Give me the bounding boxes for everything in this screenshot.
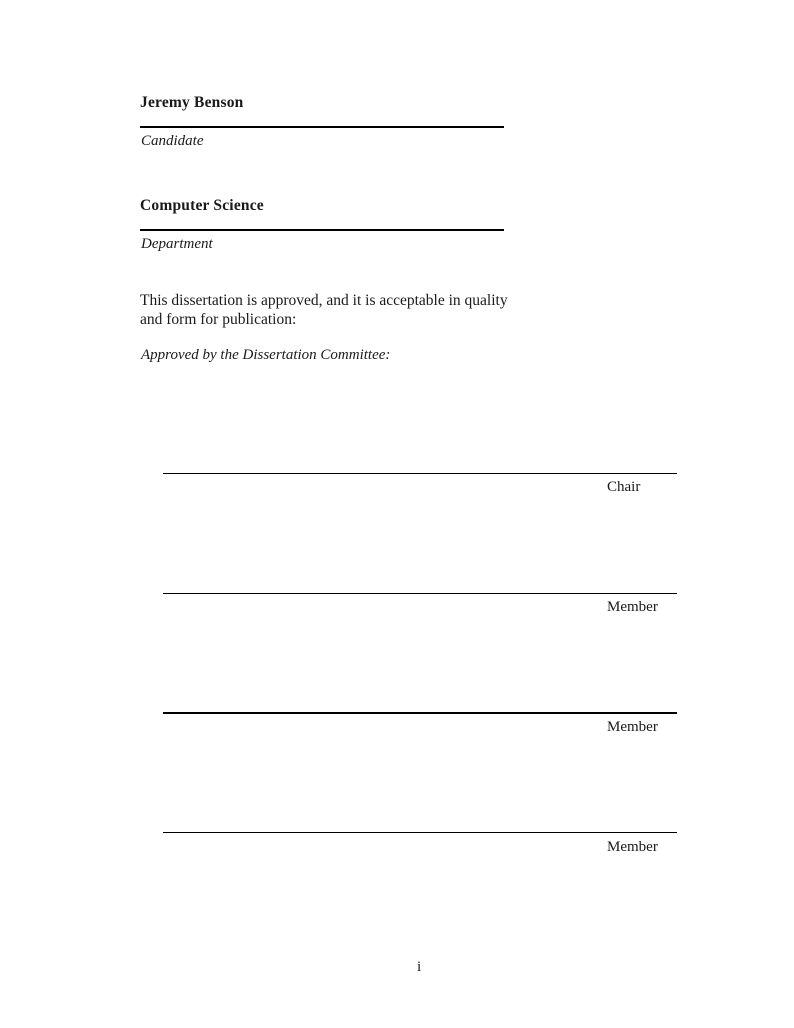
approval-statement-line-2: and form for publication: <box>140 311 297 328</box>
candidate-rule <box>140 126 504 128</box>
signature-line-member-1 <box>163 593 677 594</box>
page-number: i <box>417 959 422 975</box>
committee-heading: Approved by the Dissertation Committee: <box>141 347 391 363</box>
signature-line-member-3 <box>163 832 677 833</box>
signature-line-member-2 <box>163 712 677 714</box>
signature-role-member-1: Member <box>607 599 658 615</box>
signature-line-chair <box>163 473 677 474</box>
department-label: Department <box>141 236 213 252</box>
signature-role-chair: Chair <box>607 479 641 495</box>
department-name: Computer Science <box>140 197 264 214</box>
signature-role-member-2: Member <box>607 719 658 735</box>
approval-statement <box>140 291 508 329</box>
department-rule <box>140 229 504 231</box>
approval-statement-line-1: This dissertation is approved, and it is acceptable in quality <box>140 292 508 309</box>
candidate-name: Jeremy Benson <box>140 94 244 111</box>
candidate-label: Candidate <box>141 133 204 149</box>
signature-role-member-3: Member <box>607 839 658 855</box>
